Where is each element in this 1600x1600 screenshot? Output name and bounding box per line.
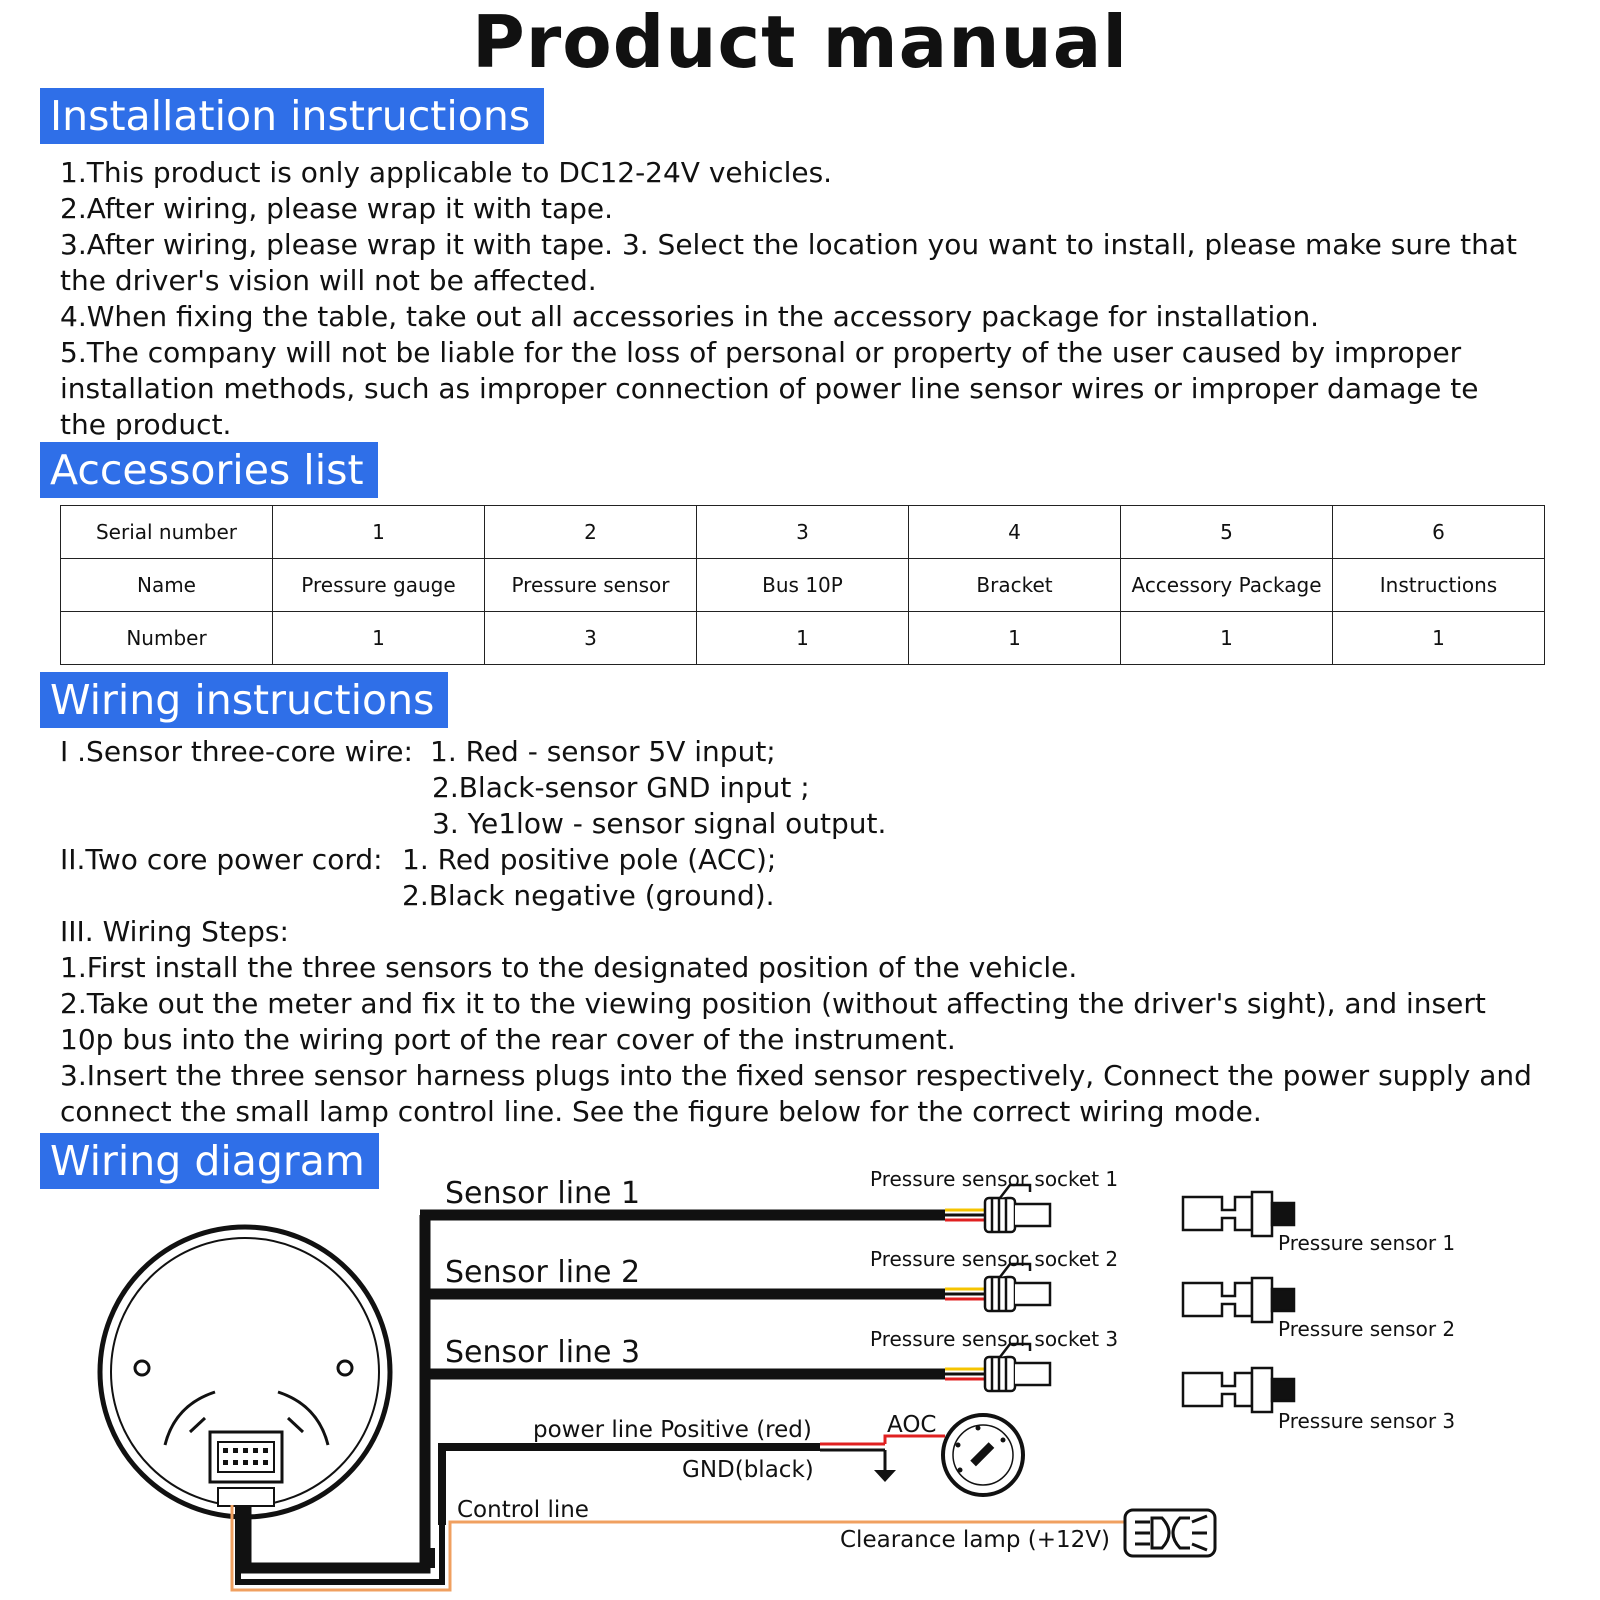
power-cord-item: 2.Black negative (ground).: [402, 879, 775, 912]
wiring-step: 2.Take out the meter and fix it to the viewing position (without affecting the driver's sight), and insert: [60, 987, 1486, 1020]
table-cell: 6: [1333, 506, 1545, 559]
page-title: Product manual: [471, 0, 1129, 84]
pressure-sensor-2-icon: [1183, 1278, 1294, 1322]
ignition-switch-icon: [943, 1415, 1023, 1495]
socket-2-label: Pressure sensor socket 2: [870, 1247, 1119, 1271]
gnd-label: GND(black): [682, 1457, 814, 1483]
wiring-step: 1.First install the three sensors to the designated position of the vehicle.: [60, 951, 1078, 984]
sensor-line-3-label: Sensor line 3: [445, 1335, 641, 1370]
table-cell: 1: [1121, 612, 1333, 665]
table-cell: 1: [273, 506, 485, 559]
clearance-lamp-label: Clearance lamp (+12V): [840, 1527, 1110, 1553]
installation-line: the product.: [60, 408, 232, 441]
sensor-line-2-wire: [420, 1289, 985, 1299]
accessories-header: Accessories list: [40, 442, 378, 498]
table-cell: 1: [273, 612, 485, 665]
aoc-label: AOC: [887, 1412, 937, 1438]
table-cell: 1: [909, 612, 1121, 665]
steps-title: III. Wiring Steps:: [60, 915, 289, 948]
table-cell: Bracket: [909, 559, 1121, 612]
pressure-sensor-socket-3-icon: [985, 1344, 1050, 1391]
table-cell: Serial number: [61, 506, 273, 559]
sensor-2-label: Pressure sensor 2: [1278, 1317, 1456, 1341]
sensor-line-3-wire: [420, 1369, 985, 1379]
table-cell: 1: [697, 612, 909, 665]
power-cord-item: 1. Red positive pole (ACC);: [402, 843, 777, 876]
table-cell: Instructions: [1333, 559, 1545, 612]
table-cell: Pressure sensor: [485, 559, 697, 612]
sensor-line-2-label: Sensor line 2: [445, 1255, 641, 1290]
sensor-wire-item: 3. Ye1low - sensor signal output.: [432, 807, 887, 840]
sensor-line-1-label: Sensor line 1: [445, 1176, 641, 1211]
sensor-3-label: Pressure sensor 3: [1278, 1409, 1456, 1433]
table-cell: Name: [61, 559, 273, 612]
wiring-step: 10p bus into the wiring port of the rear cover of the instrument.: [60, 1023, 956, 1056]
sensor-wire-item: 1. Red - sensor 5V input;: [430, 735, 776, 768]
pressure-sensor-3-icon: [1183, 1368, 1294, 1412]
wiring-step: connect the small lamp control line. See the figure below for the correct wiring mode.: [60, 1095, 1262, 1128]
pressure-sensor-1-icon: [1183, 1192, 1294, 1236]
installation-header: Installation instructions: [40, 88, 544, 144]
socket-1-label: Pressure sensor socket 1: [870, 1167, 1119, 1191]
socket-3-label: Pressure sensor socket 3: [870, 1327, 1119, 1351]
table-cell: 4: [909, 506, 1121, 559]
wiring-header: Wiring instructions: [40, 672, 448, 728]
sensor-wire-item: 2.Black-sensor GND input ;: [432, 771, 810, 804]
sensor-wire-label: I .Sensor three-core wire:: [60, 735, 413, 768]
table-cell: Number: [61, 612, 273, 665]
sensor-1-label: Pressure sensor 1: [1278, 1231, 1456, 1255]
installation-line: installation methods, such as improper connection of power line sensor wires or improper damage te: [60, 372, 1479, 405]
installation-line: 4.When fixing the table, take out all accessories in the accessory package for installation.: [60, 300, 1320, 333]
diagram-header: Wiring diagram: [40, 1133, 379, 1189]
table-cell: Pressure gauge: [273, 559, 485, 612]
table-cell: Bus 10P: [697, 559, 909, 612]
table-cell: 3: [485, 612, 697, 665]
control-line-label: Control line: [457, 1497, 589, 1523]
main-harness: [232, 1215, 450, 1590]
table-cell: 3: [697, 506, 909, 559]
pressure-sensor-socket-1-icon: [985, 1185, 1050, 1232]
table-cell: Accessory Package: [1121, 559, 1333, 612]
table-cell: 2: [485, 506, 697, 559]
wiring-step: 3.Insert the three sensor harness plugs into the fixed sensor respectively, Connect the power supply and: [60, 1059, 1532, 1092]
installation-line: the driver's vision will not be affected.: [60, 264, 597, 297]
power-cord-label: II.Two core power cord:: [60, 843, 383, 876]
installation-line: 1.This product is only applicable to DC12-24V vehicles.: [60, 156, 833, 189]
pressure-sensor-socket-2-icon: [985, 1264, 1050, 1311]
installation-line: 5.The company will not be liable for the loss of personal or property of the user caused by improper: [60, 336, 1462, 369]
installation-line: 3.After wiring, please wrap it with tape. 3. Select the location you want to install, please make sure that: [60, 228, 1517, 261]
installation-line: 2.After wiring, please wrap it with tape.: [60, 192, 614, 225]
sensor-line-1-wire: [420, 1210, 985, 1220]
table-cell: 1: [1333, 612, 1545, 665]
table-cell: 5: [1121, 506, 1333, 559]
power-line-label: power line Positive (red): [533, 1417, 812, 1443]
gauge-icon: [100, 1227, 390, 1517]
clearance-lamp-icon: [1125, 1510, 1215, 1556]
